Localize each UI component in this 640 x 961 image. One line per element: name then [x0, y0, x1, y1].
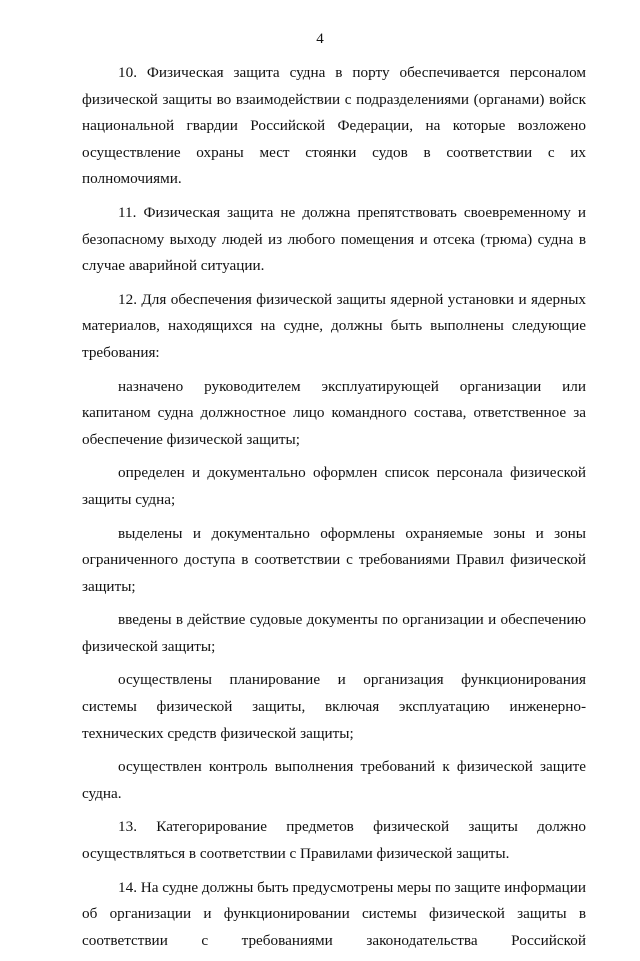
paragraph-11: 11. Физическая защита не должна препятствовать своевременному и безопасному выходу людей из любого помещения и отсека (трюма) судна в случае аварийной ситуации.: [82, 203, 586, 275]
paragraph-14: 14. На судне должны быть предусмотрены меры по защите информации об организации и функционировании системы физической защиты в соответствии с требованиями законодательства Российской: [82, 878, 586, 949]
paragraph-13: 13. Категорирование предметов физической защиты должно осуществляться в соответствии с Правилами физической защиты.: [82, 818, 586, 863]
requirement-item: осуществлены планирование и организация функционирования системы физической защиты, включая эксплуатацию инженерно-технических средств физической защиты;: [82, 671, 586, 742]
requirement-item: выделены и документально оформлены охраняемые зоны и зоны ограниченного доступа в соответствии с требованиями Правил физической защиты;: [82, 524, 586, 595]
requirement-item: введены в действие судовые документы по организации и обеспечению физической защиты;: [82, 611, 586, 655]
requirement-item: осуществлен контроль выполнения требований к физической защите судна.: [82, 758, 586, 802]
document-body: [82, 60, 586, 961]
paragraph-10: 10. Физическая защита судна в порту обеспечивается персоналом физической защиты во взаимодействии с подразделениями (органами) войск национальной гвардии Российской Федерации, на которые возложено осуществление охраны мест стоянки судов в соответствии с их полномочиями.: [82, 64, 586, 188]
page-number: 4: [316, 31, 324, 47]
paragraph-12: 12. Для обеспечения физической защиты ядерной установки и ядерных материалов, находящихся на судне, должны быть выполнены следующие требования:: [82, 290, 586, 361]
requirement-item: назначено руководителем эксплуатирующей организации или капитаном судна должностное лицо командного состава, ответственное за обеспечение физической защиты;: [82, 377, 586, 448]
requirement-item: определен и документально оформлен список персонала физической защиты судна;: [82, 464, 586, 508]
